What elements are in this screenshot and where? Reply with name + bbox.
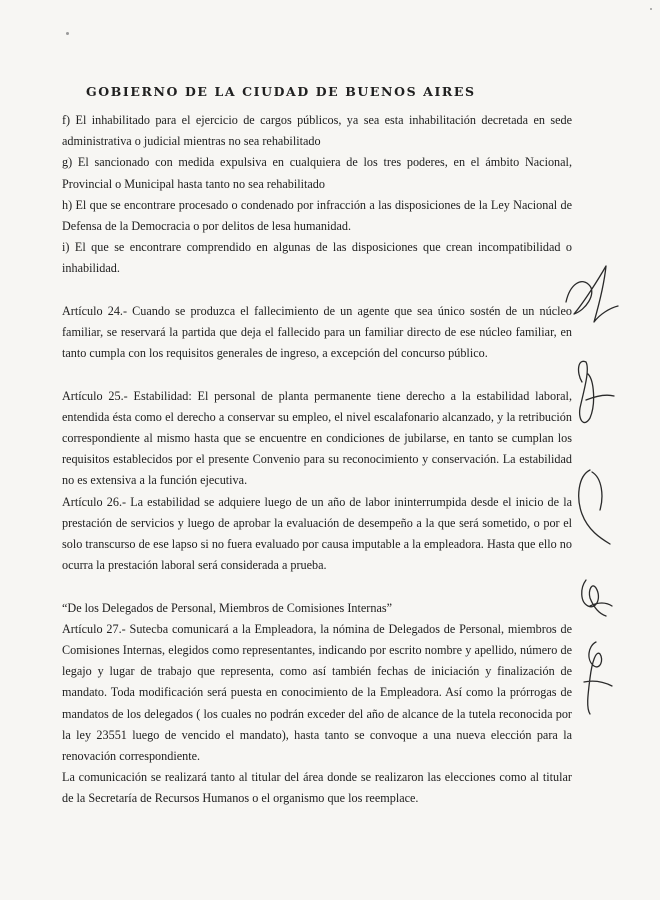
scan-speck	[650, 8, 652, 10]
initial-4	[582, 580, 612, 616]
clause-g: g) El sancionado con medida expulsiva en cualquiera de los tres poderes, en el ámbito Nacional, Provincial o Municipal hasta tanto no sea rehabilitado	[62, 155, 572, 191]
document-body	[62, 110, 572, 810]
article-26: Artículo 26.- La estabilidad se adquiere luego de un año de labor ininterrumpida desde el inicio de la prestación de servicios y luego de aprobar la evaluación de desempeño a la que será sometido, o por el solo transcurso de ese lapso si no fuera evaluado por causa imputable a la empleadora. Hasta que ello no ocurra la prestación laboral será considerada a prueba.	[62, 494, 572, 573]
paragraph-gap	[62, 280, 572, 301]
article-27-communication: La comunicación se realizará tanto al titular del área donde se realizaron las elecciones como al titular de la Secretaría de Recursos Humanos o el organismo que los reemplace.	[62, 770, 572, 806]
paragraph-gap	[62, 576, 572, 597]
clause-i: i) El que se encontrare comprendido en algunas de las disposiciones que crean incompatibilidad o inhabilidad.	[62, 240, 572, 276]
initial-2	[579, 361, 614, 422]
initial-3	[579, 470, 610, 544]
document-header: GOBIERNO DE LA CIUDAD DE BUENOS AIRES	[86, 84, 476, 99]
scan-speck	[66, 32, 69, 35]
clause-h: h) El que se encontrare procesado o condenado por infracción a las disposiciones de la Ley Nacional de Defensa de la Democracia o por delitos de lesa humanidad.	[62, 197, 572, 234]
handwritten-initials	[560, 262, 650, 722]
article-24: Artículo 24.- Cuando se produzca el fallecimiento de un agente que sea único sostén de un núcleo familiar, se reservará la partida que deja el fallecido para un familiar directo de ese núcleo familiar, en tanto cumpla con los requisitos generales de ingreso, a excepción del concurso público.	[62, 303, 572, 361]
initial-1	[566, 266, 618, 322]
paragraph-gap	[62, 364, 572, 385]
section-heading: “De los Delegados de Personal, Miembros de Comisiones Internas”	[62, 600, 393, 615]
clause-f: f) El inhabilitado para el ejercicio de cargos públicos, ya sea esta inhabilitación decretada en sede administrativa o judicial mientras no sea rehabilitado	[62, 113, 572, 149]
initial-5	[584, 642, 612, 714]
article-27: Artículo 27.- Sutecba comunicará a la Empleadora, la nómina de Delegados de Personal, miembros de Comisiones Internas, elegidos como representantes, indicando por escrito nombre y apellido, número de legajo y lugar de trabajo que representa, como así también fechas de iniciación y finalización de mandato. Toda modificación será puesta en conocimiento de la Empleadora. Así como la prórrogas de mandatos de los delegados ( los cuales no podrán exceder del año de alcance de la tutela reconocida por la ley 23551 luego de vencido el mandato), hasta tanto se convoque a una nueva elección para la renovación correspondiente.	[62, 621, 572, 764]
margin-signatures	[560, 262, 650, 722]
article-25: Artículo 25.- Estabilidad: El personal de planta permanente tiene derecho a la estabilidad laboral, entendida ésta como el derecho a conservar su empleo, el nivel escalafonario alcanzado, y la retribución correspondiente al mismo hasta que se encuentre en condiciones de jubilarse, en tanto se cumplan los requisitos establecidos por el presente Convenio para su reconocimiento y conservación. La estabilidad no es extensiva a la función ejecutiva.	[62, 388, 572, 488]
